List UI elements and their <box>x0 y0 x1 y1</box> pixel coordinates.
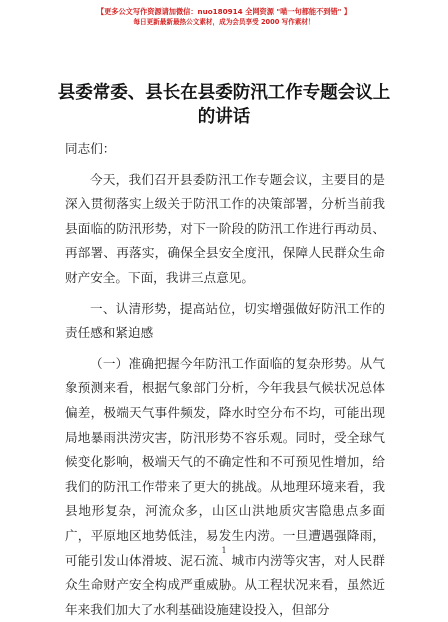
promo-notice-line-1: 【更多公文写作资源请加微信：nuo180914 全网资源 "喵一句都能不到错" 】 <box>96 7 352 16</box>
paragraph-intro: 今天，我们召开县委防汛工作专题会议，主要目的是深入贯彻落实上级关于防汛工作的决策部署，分析当前我县面临的防汛形势，对下一阶段的防汛工作进行再动员、再部署、再落实，确保全县安全度汛，保障人民群众生命财产安全。下面，我讲三点意见。 <box>65 171 385 285</box>
document-title: 县委常委、县长在县委防汛工作专题会议上的讲话 <box>57 83 391 127</box>
section-heading-1: 一、认清形势，提高站位，切实增强做好防汛工作的责任感和紧迫感 <box>65 300 385 341</box>
page-number: 1 <box>221 546 227 555</box>
promo-notice-line-2: 每日更新最新最热公文素材，成为会员享受 2000 写作素材！ <box>133 18 315 26</box>
salutation: 同志们： <box>65 141 116 156</box>
promo-notice <box>0 6 448 27</box>
paragraph-situation: （一）准确把握今年防汛工作面临的复杂形势。从气象预测来看，根据气象部门分析，今年我县气候状况总体偏差，极端天气事件频发，降水时空分布不均，可能出现局地暴雨洪涝灾害，防汛形势不容乐观。同时，受全球气候变化影响，极端天气的不确定性和不可预见性增加，给我们的防汛工作带来了更大的挑战。从地理环境来看，我县地形复杂，河流众多，山区山洪地质灾害隐患点多面广，平原地区地势低洼，易发生内涝。一旦遭遇强降雨，可能引发山体滑坡、泥石流、城市内涝等灾害，对人民群众生命财产安全构成严重威胁。从工程状况来看，虽然近年来我们加大了水利基础设施建设投入，但部分 <box>65 355 385 617</box>
